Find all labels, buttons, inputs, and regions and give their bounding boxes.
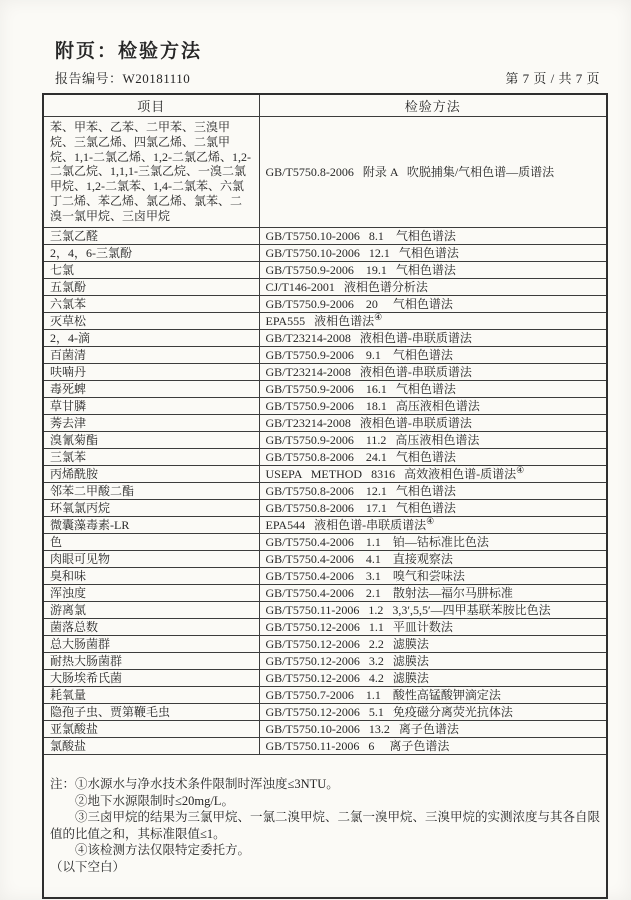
method-cell: GB/T5750.9-2006 9.1 气相色谱法 xyxy=(259,346,607,363)
method-cell: GB/T5750.12-2006 2.2 滤膜法 xyxy=(259,635,607,652)
item-cell: 环氧氯丙烷 xyxy=(43,499,259,516)
table-row-volatiles-group xyxy=(43,117,607,228)
item-cell: 草甘膦 xyxy=(43,397,259,414)
item-cell: 邻苯二甲酸二酯 xyxy=(43,482,259,499)
page-indicator: 第 7 页 / 共 7 页 xyxy=(505,71,600,86)
method-cell: GB/T5750.9-2006 20 气相色谱法 xyxy=(259,295,607,312)
method-cell: GB/T5750.10-2006 13.2 离子色谱法 xyxy=(259,720,607,737)
method-cell: GB/T5750.9-2006 11.2 高压液相色谱法 xyxy=(259,431,607,448)
method-cell: USEPA METHOD 8316 高效液相色谱-质谱法④ xyxy=(259,465,607,482)
method-cell: GB/T23214-2008 液相色谱-串联质谱法 xyxy=(259,329,607,346)
method-cell: CJ/T146-2001 液相色谱分析法 xyxy=(259,278,607,295)
table-row xyxy=(43,533,607,550)
notes-cell xyxy=(43,754,607,898)
item-cell: 溴氰菊酯 xyxy=(43,431,259,448)
table-row xyxy=(43,397,607,414)
item-cell: 臭和味 xyxy=(43,567,259,584)
note-line: （以下空白） xyxy=(50,859,126,874)
method-cell: GB/T5750.8-2006 17.1 气相色谱法 xyxy=(259,499,607,516)
table-row xyxy=(43,737,607,754)
method-cell: GB/T5750.12-2006 4.2 滤膜法 xyxy=(259,669,607,686)
item-cell: 2，4，6-三氯酚 xyxy=(43,244,259,261)
table-row xyxy=(43,482,607,499)
table-row xyxy=(43,499,607,516)
method-cell: GB/T5750.11-2006 6 离子色谱法 xyxy=(259,737,607,754)
item-cell: 呋喃丹 xyxy=(43,363,259,380)
page-title: 附页：检验方法 xyxy=(55,41,203,62)
table-row xyxy=(43,295,607,312)
table-row xyxy=(43,516,607,533)
note-line: ②地下水源限制时≤20mg/L。 xyxy=(75,793,234,808)
item-cell: 六氯苯 xyxy=(43,295,259,312)
table-row xyxy=(43,601,607,618)
table-row xyxy=(43,380,607,397)
table-row xyxy=(43,465,607,482)
item-cell: 浑浊度 xyxy=(43,584,259,601)
table-row xyxy=(43,312,607,329)
item-cell: 肉眼可见物 xyxy=(43,550,259,567)
item-cell: 微囊藻毒素-LR xyxy=(43,516,259,533)
table-row xyxy=(43,448,607,465)
table-row xyxy=(43,584,607,601)
item-cell: 灭草松 xyxy=(43,312,259,329)
note-line: ③三卤甲烷的结果为三氯甲烷、一氯二溴甲烷、二氯一溴甲烷、三溴甲烷的实测浓度与其各自限值的比值之和，其标准限值≤1。 xyxy=(50,810,601,841)
method-cell: EPA555 液相色谱法④ xyxy=(259,312,607,329)
method-cell: GB/T5750.7-2006 1.1 酸性高锰酸钾滴定法 xyxy=(259,686,607,703)
column-header-method: 检验方法 xyxy=(259,94,607,117)
note-line: ④该检测方法仅限特定委托方。 xyxy=(75,843,251,858)
methods-table xyxy=(42,93,608,899)
item-cell: 游离氯 xyxy=(43,601,259,618)
method-cell: GB/T5750.9-2006 16.1 气相色谱法 xyxy=(259,380,607,397)
item-cell: 氯酸盐 xyxy=(43,737,259,754)
method-cell: GB/T5750.8-2006 附录 A 吹脱捕集/气相色谱—质谱法 xyxy=(259,117,607,228)
item-cell: 丙烯酰胺 xyxy=(43,465,259,482)
item-cell: 三氯苯 xyxy=(43,448,259,465)
table-row xyxy=(43,363,607,380)
table-row xyxy=(43,567,607,584)
item-cell: 七氯 xyxy=(43,261,259,278)
method-cell: GB/T5750.10-2006 8.1 气相色谱法 xyxy=(259,227,607,244)
method-cell: GB/T5750.4-2006 2.1 散射法—福尔马肼标准 xyxy=(259,584,607,601)
item-cell: 色 xyxy=(43,533,259,550)
method-cell: GB/T5750.9-2006 19.1 气相色谱法 xyxy=(259,261,607,278)
item-cell: 苯、甲苯、乙苯、二甲苯、三溴甲烷、三氯乙烯、四氯乙烯、二氯甲烷、1,1-二氯乙烯、1,2-二氯乙烯、1,2-二氯乙烷、1,1,1-三氯乙烷、一溴二氯甲烷、1,2-二氯苯、1,4-二氯苯、六氯丁二烯、苯乙烯、氯乙烯、氯苯、二溴一氯甲烷、三卤甲烷 xyxy=(43,117,259,228)
item-cell: 五氯酚 xyxy=(43,278,259,295)
method-cell: GB/T5750.12-2006 1.1 平皿计数法 xyxy=(259,618,607,635)
methods-table-body xyxy=(43,117,607,898)
method-cell: EPA544 液相色谱-串联质谱法④ xyxy=(259,516,607,533)
table-row xyxy=(43,261,607,278)
item-cell: 亚氯酸盐 xyxy=(43,720,259,737)
report-meta xyxy=(55,68,600,87)
item-cell: 耗氧量 xyxy=(43,686,259,703)
table-row xyxy=(43,703,607,720)
item-cell: 莠去津 xyxy=(43,414,259,431)
item-cell: 菌落总数 xyxy=(43,618,259,635)
column-header-item: 项目 xyxy=(43,94,259,117)
notes-row xyxy=(43,754,607,898)
method-cell: GB/T5750.4-2006 4.1 直接观察法 xyxy=(259,550,607,567)
note-line: 注：①水源水与净水技术条件限制时浑浊度≤3NTU。 xyxy=(50,777,339,792)
table-row xyxy=(43,431,607,448)
item-cell: 隐孢子虫、贾第鞭毛虫 xyxy=(43,703,259,720)
method-cell: GB/T5750.9-2006 18.1 高压液相色谱法 xyxy=(259,397,607,414)
method-cell: GB/T5750.12-2006 3.2 滤膜法 xyxy=(259,652,607,669)
method-cell: GB/T5750.8-2006 12.1 气相色谱法 xyxy=(259,482,607,499)
method-cell: GB/T5750.4-2006 3.1 嗅气和尝味法 xyxy=(259,567,607,584)
notes-block xyxy=(50,776,600,875)
item-cell: 百菌清 xyxy=(43,346,259,363)
report-number: 报告编号：W20181110 xyxy=(55,71,191,86)
table-header-row xyxy=(43,94,607,117)
method-cell: GB/T5750.10-2006 12.1 气相色谱法 xyxy=(259,244,607,261)
table-row xyxy=(43,686,607,703)
item-cell: 大肠埃希氏菌 xyxy=(43,669,259,686)
table-row xyxy=(43,652,607,669)
method-cell: GB/T23214-2008 液相色谱-串联质谱法 xyxy=(259,363,607,380)
table-row xyxy=(43,414,607,431)
table-row xyxy=(43,550,607,567)
table-row xyxy=(43,635,607,652)
table-row xyxy=(43,346,607,363)
method-cell: GB/T23214-2008 液相色谱-串联质谱法 xyxy=(259,414,607,431)
table-row xyxy=(43,227,607,244)
table-row xyxy=(43,669,607,686)
method-cell: GB/T5750.12-2006 5.1 免疫磁分离荧光抗体法 xyxy=(259,703,607,720)
item-cell: 三氯乙醛 xyxy=(43,227,259,244)
item-cell: 毒死蜱 xyxy=(43,380,259,397)
table-row xyxy=(43,329,607,346)
table-row xyxy=(43,244,607,261)
table-row xyxy=(43,618,607,635)
item-cell: 2，4-滴 xyxy=(43,329,259,346)
table-row xyxy=(43,720,607,737)
table-row xyxy=(43,278,607,295)
item-cell: 总大肠菌群 xyxy=(43,635,259,652)
method-cell: GB/T5750.4-2006 1.1 铂—钴标准比色法 xyxy=(259,533,607,550)
item-cell: 耐热大肠菌群 xyxy=(43,652,259,669)
method-cell: GB/T5750.11-2006 1.2 3,3′,5,5′—四甲基联苯胺比色法 xyxy=(259,601,607,618)
method-cell: GB/T5750.8-2006 24.1 气相色谱法 xyxy=(259,448,607,465)
